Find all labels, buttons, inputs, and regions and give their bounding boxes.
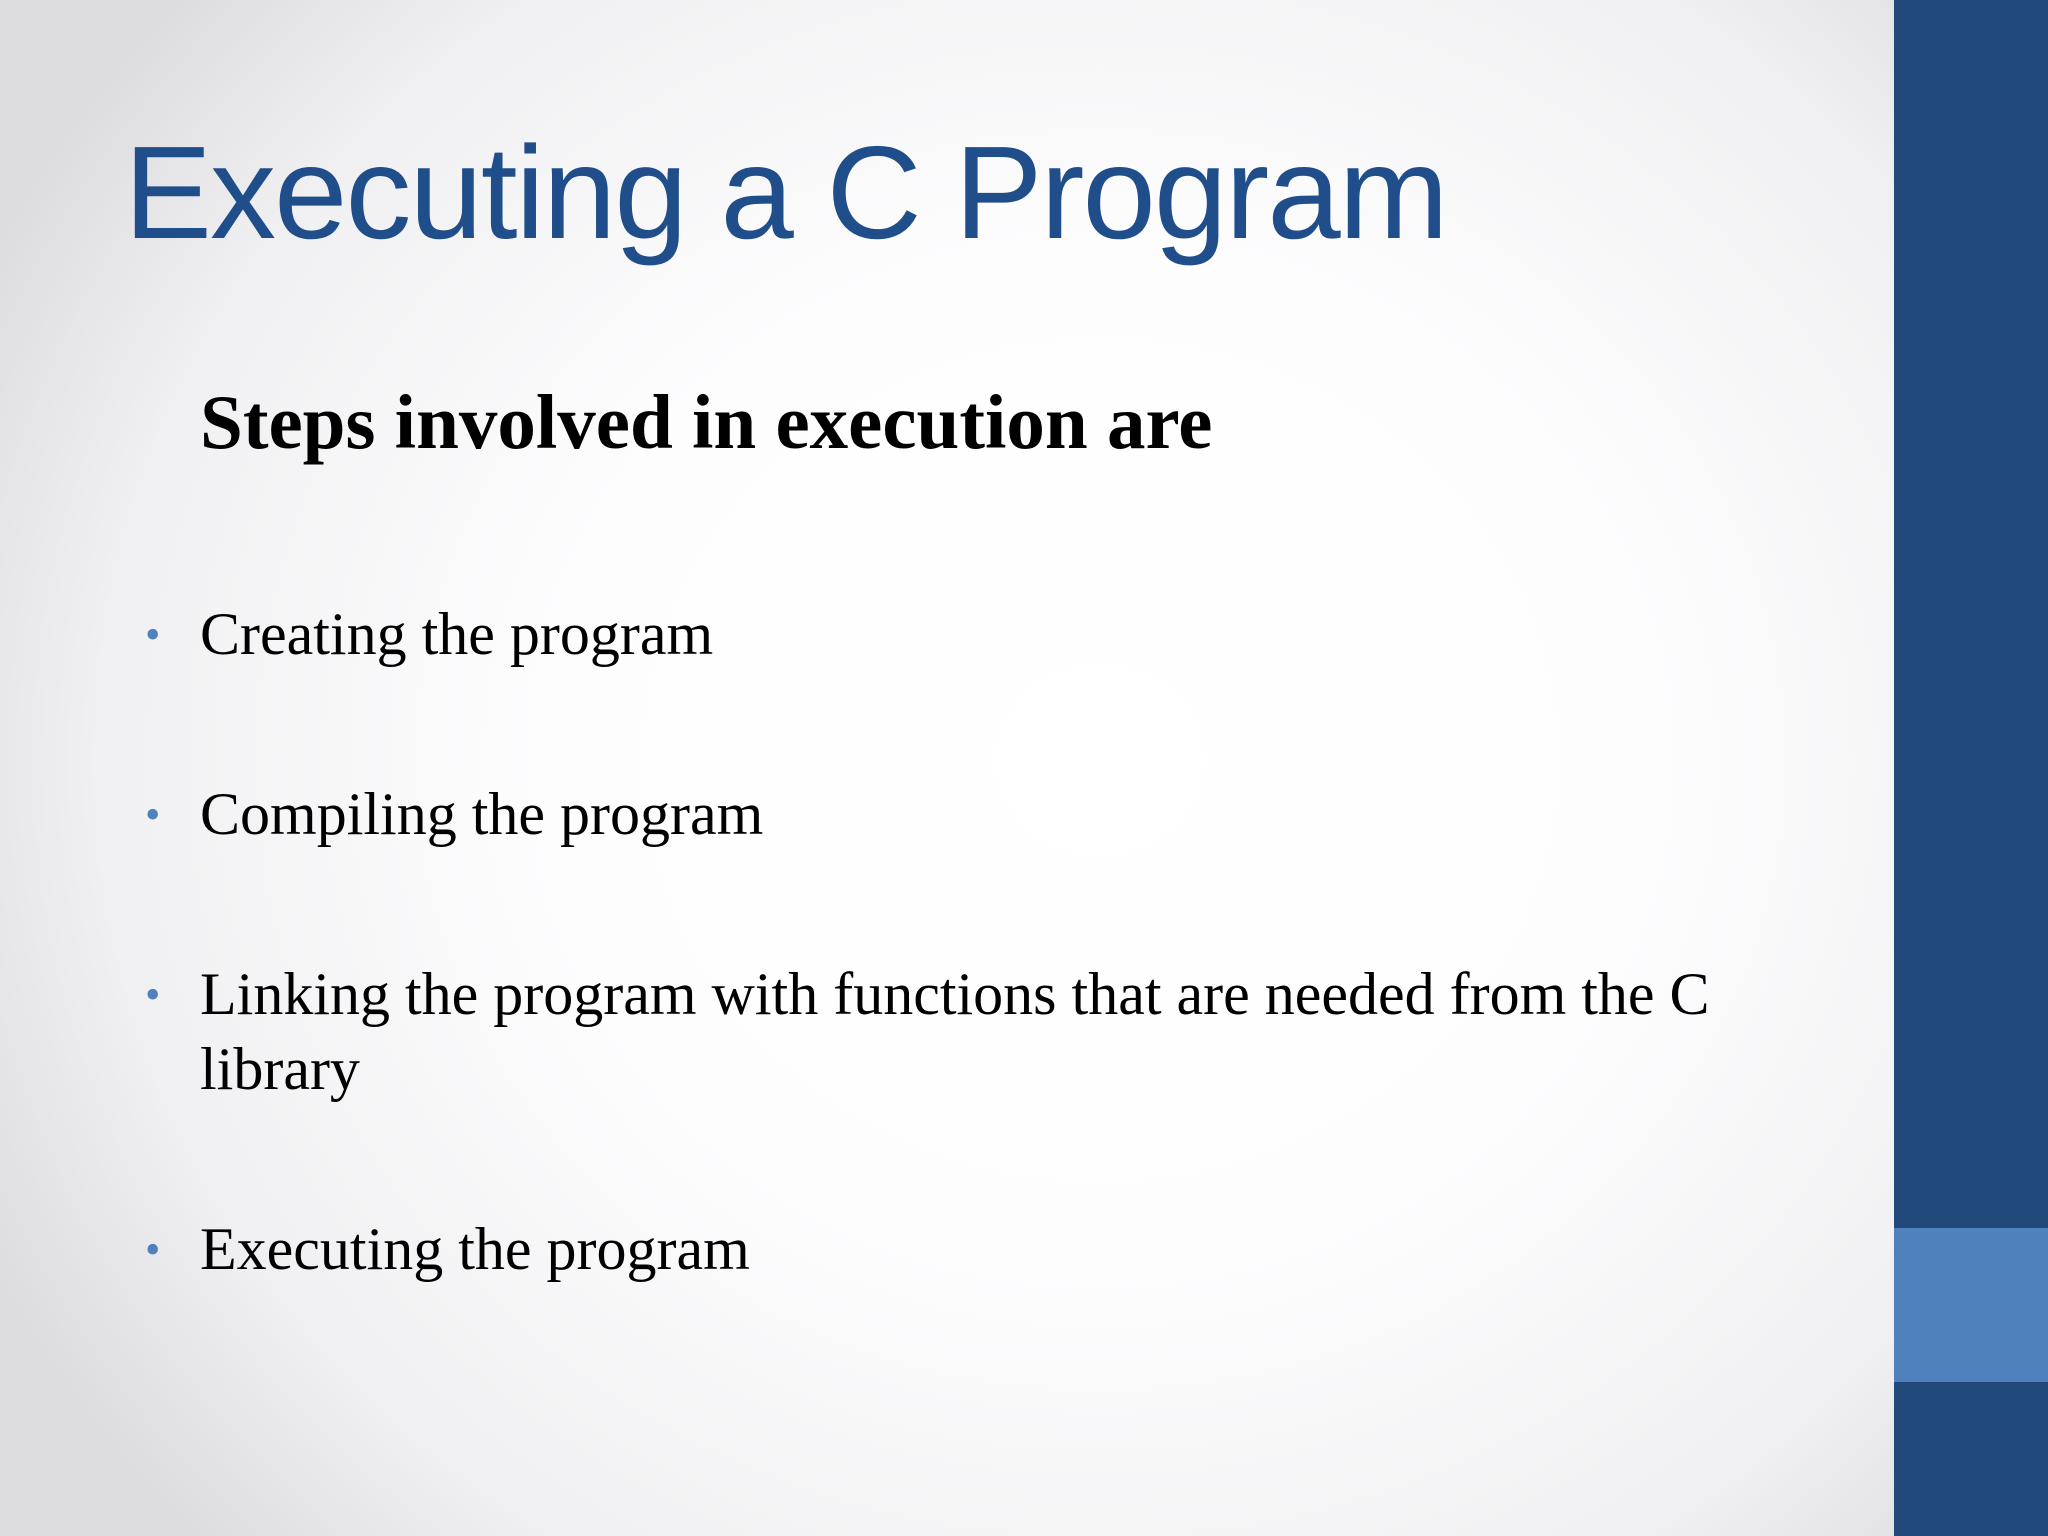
bullet-text: Linking the program with functions that are needed from the C library <box>200 961 1710 1102</box>
bullet-text: Compiling the program <box>200 781 764 847</box>
bullet-item <box>145 597 1785 672</box>
bullet-text: Executing the program <box>200 1216 750 1282</box>
bullet-icon: • <box>145 790 161 839</box>
bullet-icon: • <box>145 610 161 659</box>
bullet-icon: • <box>145 1225 161 1274</box>
bullet-text: Creating the program <box>200 601 714 667</box>
bullet-icon: • <box>145 970 161 1019</box>
slide-subheading: Steps involved in execution are <box>200 379 1213 465</box>
bullet-item <box>145 957 1785 1107</box>
bullet-item <box>145 777 1785 852</box>
bullet-item <box>145 1212 1785 1287</box>
slide-title: Executing a C Program <box>124 119 1447 266</box>
sidebar-accent-block <box>1894 1228 2048 1382</box>
